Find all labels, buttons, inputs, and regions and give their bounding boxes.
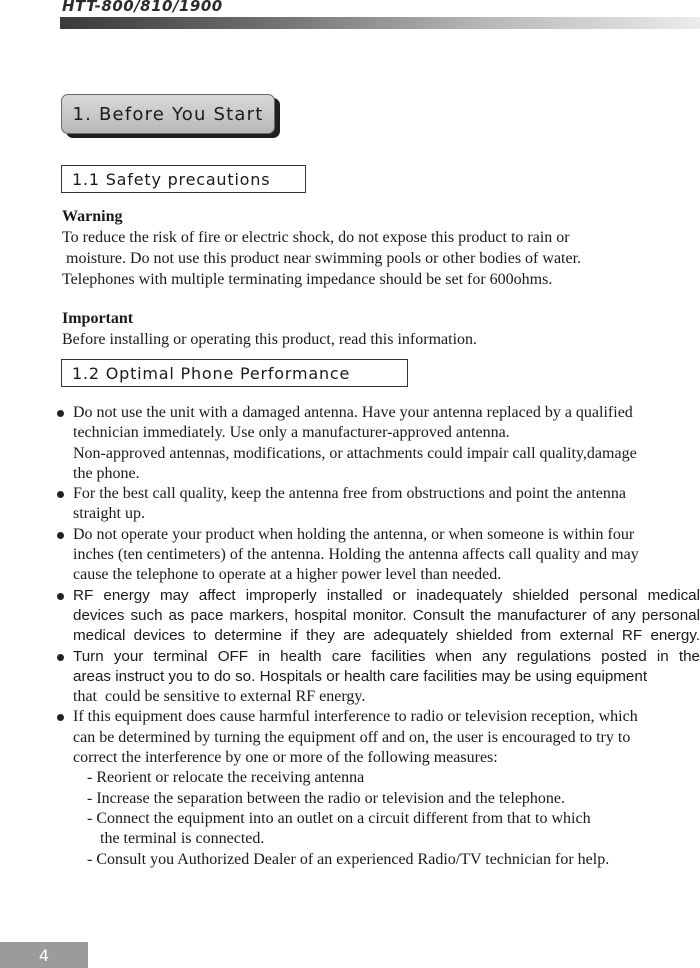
important-heading: Important — [62, 310, 134, 327]
performance-bullet-list — [54, 403, 700, 870]
warning-block — [62, 206, 698, 290]
bullet-dot-icon — [57, 654, 64, 661]
model-header: HTT-800/810/1900 — [62, 0, 223, 15]
section-title-performance: 1.2 Optimal Phone Performance — [61, 359, 408, 387]
bullet-dot-icon — [57, 593, 64, 600]
warning-line: To reduce the risk of fire or electric shock, do not expose this product to rain or — [62, 229, 570, 246]
header-bar — [60, 17, 700, 29]
bullet-dot-icon — [57, 491, 64, 498]
warning-heading: Warning — [62, 208, 123, 225]
section-title-safety: 1.1 Safety precautions — [61, 165, 306, 193]
bullet-dot-icon — [57, 410, 64, 417]
warning-line: moisture. Do not use this product near swimming pools or other bodies of water. — [62, 250, 582, 267]
chapter-title: 1. Before You Start — [61, 94, 275, 134]
list-item: RF energy may affect improperly installed or inadequately shielded personal medical devices such as pace markers, hospital monitor. Consult the manufacturer of any personal medical devices to determine if they are adequately shielded from external RF energy. — [54, 586, 700, 647]
list-item: Do not operate your product when holding the antenna, or when someone is within four inches (ten centimeters) of the antenna. Holding the antenna affects call quality and may cause the telephone to operate at a higher power level than needed. — [54, 525, 700, 586]
warning-line: Telephones with multiple terminating impedance should be set for 600ohms. — [62, 271, 553, 288]
important-block — [62, 308, 698, 350]
important-text: Before installing or operating this product, read this information. — [62, 331, 478, 348]
page-number: 4 — [0, 942, 88, 968]
list-item: If this equipment does cause harmful interference to radio or television reception, which can be determined by turning the equipment off and on, the user is encouraged to try to correct the interference by one or more of the following measures: - Reorient or relocate the receiving antenna - Increase the separation between the radio or television and the telephone. - Connect the equipment into an outlet on a circuit different from that to which the terminal is connected. - Consult you Authorized Dealer of an experienced Radio/TV technician for help. — [54, 707, 700, 869]
list-item: For the best call quality, keep the antenna free from obstructions and point the antenna straight up. — [54, 484, 700, 525]
list-item: Turn your terminal OFF in health care facilities when any regulations posted in the areas instruct you to do so. Hospitals or health care facilities may be using equipment that could be sensitive to external RF energy. — [54, 647, 700, 708]
list-item: Do not use the unit with a damaged antenna. Have your antenna replaced by a qualified technician immediately. Use only a manufacturer-approved antenna. Non-approved antennas, modifications, or attachments could impair call quality,damage the phone. — [54, 403, 700, 484]
bullet-dot-icon — [57, 714, 64, 721]
bullet-dot-icon — [57, 532, 64, 539]
